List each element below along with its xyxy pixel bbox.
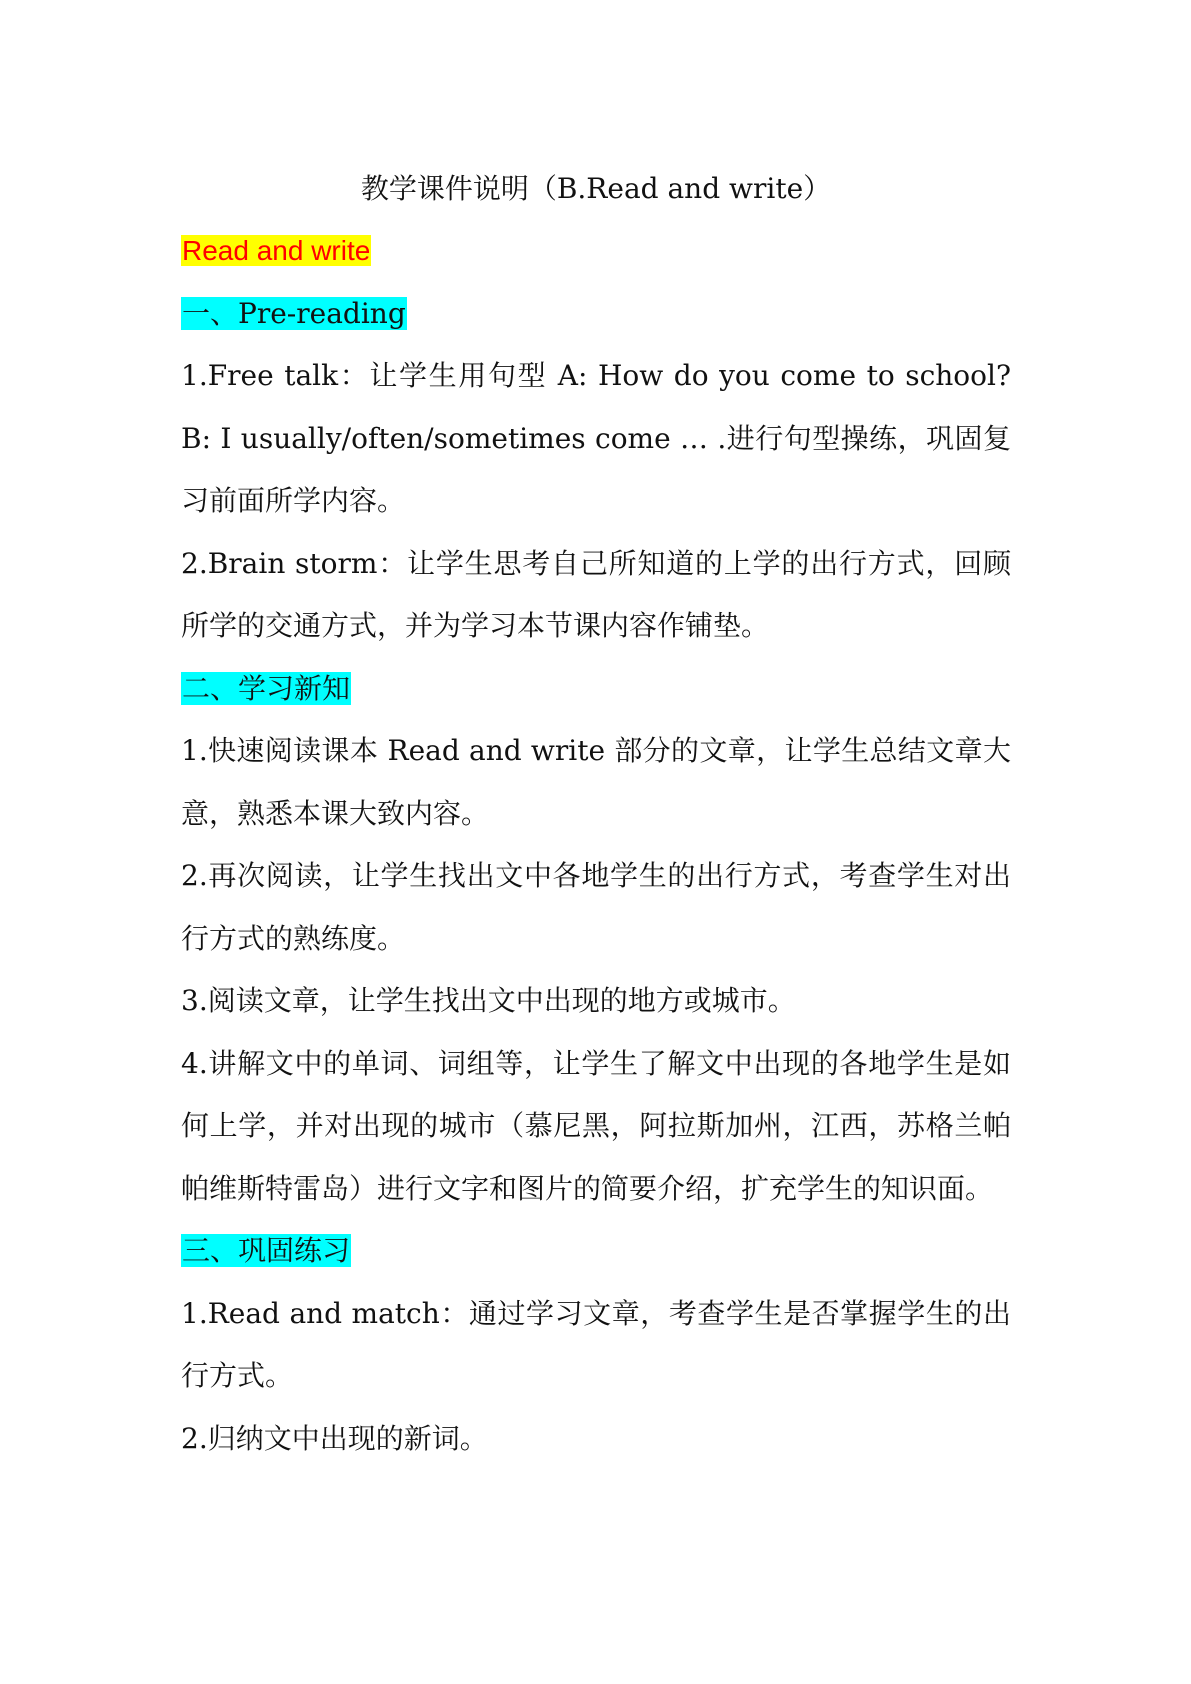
consolidation-heading-highlight: 三、巩固练习 <box>182 1234 351 1267</box>
section-heading-pre-reading <box>181 283 1011 346</box>
consolidation-item-1: 1.Read and match：通过学习文章，考查学生是否掌握学生的出行方式。 <box>181 1296 1011 1392</box>
new-knowledge-item-2: 2.再次阅读，让学生找出文中各地学生的出行方式，考查学生对出行方式的熟练度。 <box>181 859 1011 955</box>
pre-reading-heading-highlight: 一、Pre-reading <box>182 296 406 330</box>
section-heading-consolidation <box>181 1220 1011 1283</box>
document-content <box>181 158 1011 1470</box>
consolidation-item-2: 2.归纳文中出现的新词。 <box>181 1421 488 1455</box>
section-label-line <box>181 220 1011 283</box>
new-knowledge-heading-highlight: 二、学习新知 <box>182 671 351 705</box>
new-knowledge-item-4: 4.讲解文中的单词、词组等，让学生了解文中出现的各地学生是如何上学，并对出现的城市（慕尼黑，阿拉斯加州，江西，苏格兰帕帕维斯特雷岛）进行文字和图片的简要介绍，扩充学生的知识面。 <box>181 1046 1011 1205</box>
pre-reading-item-free-talk: 1.Free talk：让学生用句型 A: How do you come to school? B: I usually/often/sometimes come … .进行句型操练，巩固复习前面所学内容。 <box>181 359 1011 517</box>
pre-reading-item-brain-storm: 2.Brain storm：让学生思考自己所知道的上学的出行方式，回顾所学的交通方式，并为学习本节课内容作铺垫。 <box>181 546 1011 642</box>
new-knowledge-item-3: 3.阅读文章，让学生找出文中出现的地方或城市。 <box>181 984 796 1017</box>
section-label-highlight: Read and write <box>182 235 371 266</box>
document-title: 教学课件说明（B.Read and write） <box>360 172 832 205</box>
section-heading-new-knowledge <box>181 658 1011 721</box>
new-knowledge-item-1: 1.快速阅读课本 Read and write 部分的文章，让学生总结文章大意，熟悉本课大致内容。 <box>181 734 1011 830</box>
